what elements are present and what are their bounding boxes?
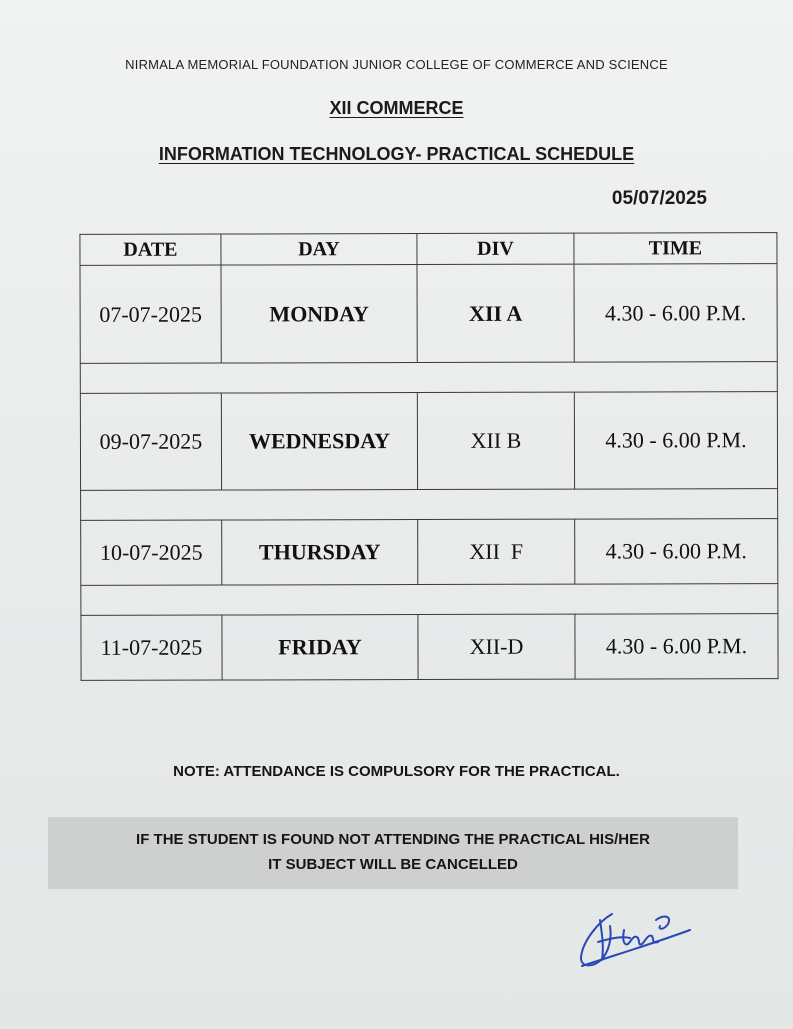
row-date: 07-07-2025: [80, 265, 221, 363]
table-row: [80, 392, 777, 491]
row-date: 09-07-2025: [80, 393, 221, 490]
row-division-text: XII A: [468, 300, 523, 326]
warning-line-2: IT SUBJECT WILL BE CANCELLED: [268, 856, 518, 873]
warning-box: [48, 817, 738, 889]
class-title: [0, 98, 793, 119]
row-day: THURSDAY: [222, 520, 418, 586]
row-date: 10-07-2025: [81, 520, 222, 585]
row-division: XII B: [417, 392, 574, 489]
table-row: [81, 614, 778, 681]
header-day: DAY: [221, 234, 417, 266]
spacer-row: [81, 584, 778, 616]
schedule-title-text: INFORMATION TECHNOLOGY- PRACTICAL SCHEDULE: [158, 144, 635, 164]
table-header-row: [80, 233, 777, 266]
table-row: [80, 264, 777, 364]
row-time: 4.30 - 6.00 P.M.: [574, 264, 777, 363]
row-time: 4.30 - 6.00 P.M.: [574, 392, 777, 490]
signature-image: [572, 900, 702, 980]
row-division: XII-D: [418, 614, 575, 679]
row-division: [417, 264, 574, 362]
signature-stroke: [582, 930, 690, 966]
spacer-cell: [81, 584, 778, 616]
warning-line-1: IF THE STUDENT IS FOUND NOT ATTENDING THE PRACTICAL HIS/HER: [136, 831, 650, 848]
college-name: NIRMALA MEMORIAL FOUNDATION JUNIOR COLLEGE OF COMMERCE AND SCIENCE: [125, 57, 668, 72]
row-day: FRIDAY: [222, 615, 418, 681]
spacer-row: [80, 362, 777, 394]
spacer-cell: [80, 362, 777, 394]
row-day: MONDAY: [221, 265, 417, 364]
header-div: DIV: [417, 233, 574, 264]
schedule-table: [79, 232, 778, 681]
row-time: 4.30 - 6.00 P.M.: [575, 519, 778, 585]
document-date: 05/07/2025: [611, 188, 707, 209]
row-time: 4.30 - 6.00 P.M.: [575, 614, 778, 680]
class-title-text: XII COMMERCE: [329, 98, 464, 118]
schedule-title: [0, 144, 793, 165]
row-division: XII F: [418, 519, 575, 584]
spacer-cell: [81, 489, 778, 521]
spacer-row: [81, 489, 778, 521]
row-date: 11-07-2025: [81, 615, 222, 680]
header-time: TIME: [574, 233, 777, 265]
attendance-note: NOTE: ATTENDANCE IS COMPULSORY FOR THE PRACTICAL.: [173, 763, 620, 780]
signature-stroke: [656, 917, 669, 929]
table-row: [81, 519, 778, 586]
header-date: DATE: [80, 234, 221, 265]
row-day: WEDNESDAY: [221, 393, 417, 491]
